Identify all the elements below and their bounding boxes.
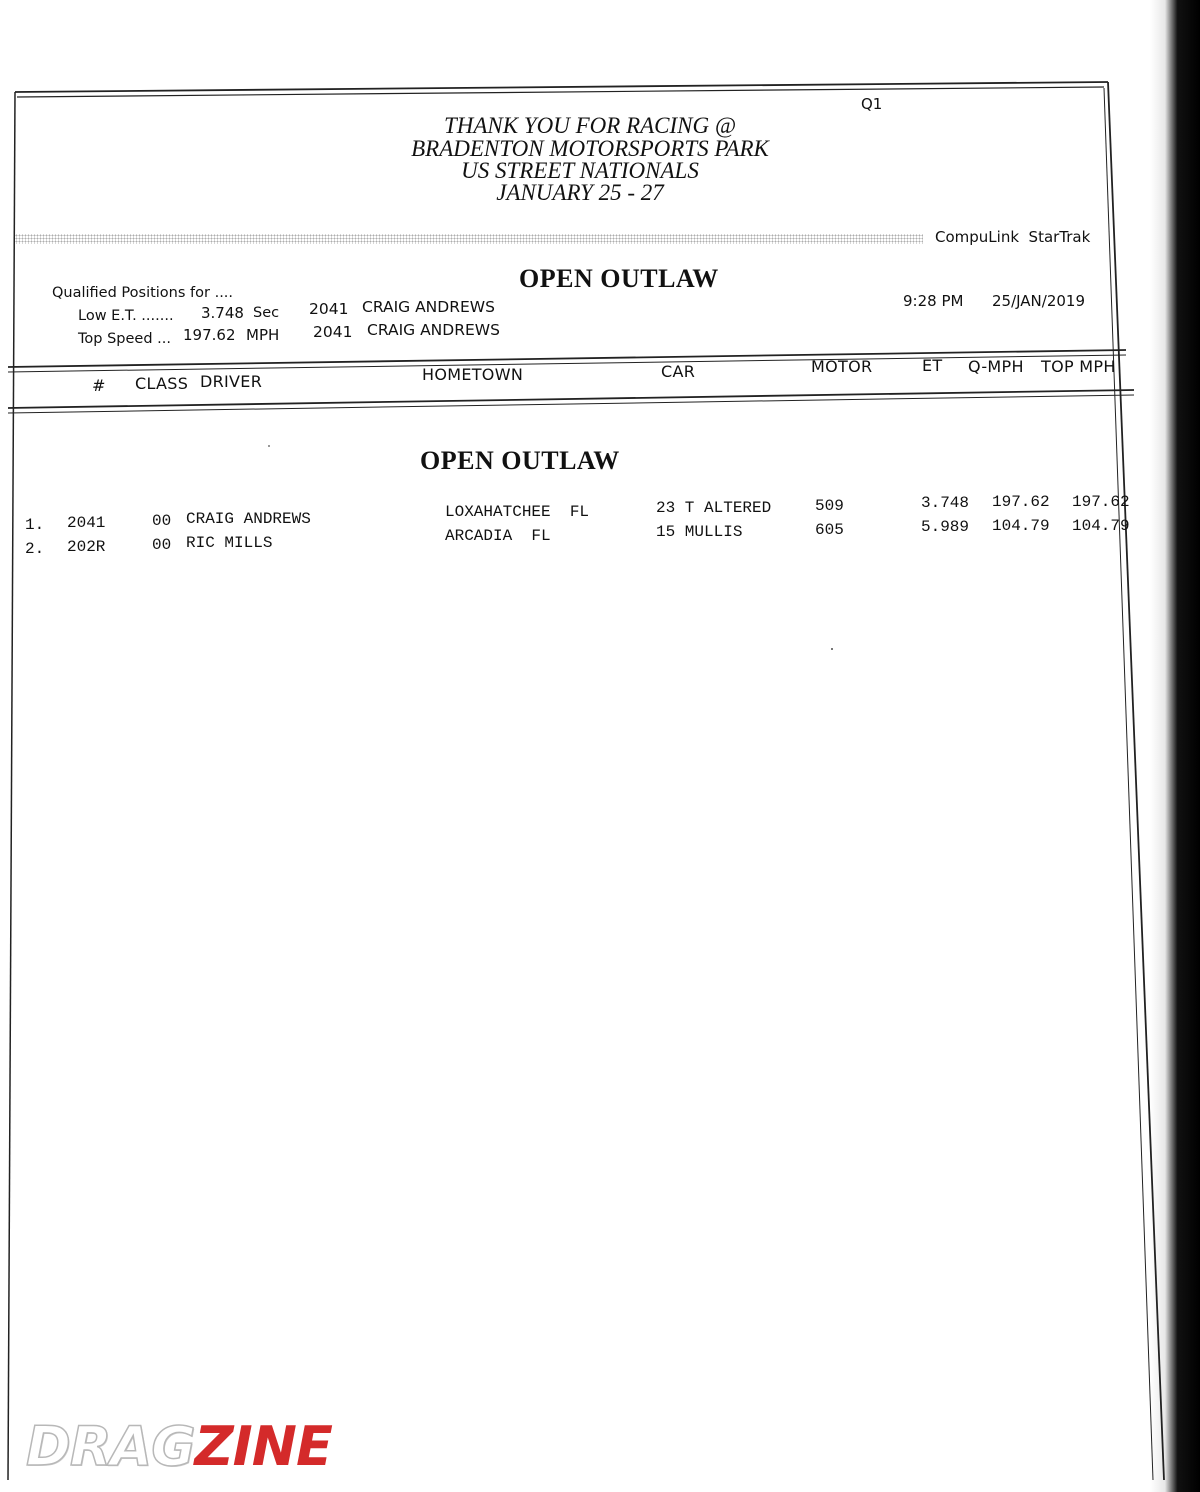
row-position: 1. bbox=[25, 516, 45, 534]
heat-label: Q1 bbox=[861, 95, 883, 113]
low-et-label: Low E.T. ....... bbox=[78, 308, 174, 324]
frame-left-line bbox=[8, 92, 15, 1480]
low-et-unit: Sec bbox=[253, 305, 280, 321]
title-line-1: THANK YOU FOR RACING @ bbox=[443, 113, 737, 138]
dotted-separator bbox=[15, 234, 923, 244]
row-driver: CRAIG ANDREWS bbox=[186, 510, 311, 528]
row-q-mph: 197.62 bbox=[992, 493, 1050, 511]
row-motor: 509 bbox=[815, 497, 844, 515]
low-et-car-number: 2041 bbox=[309, 300, 349, 318]
header-rule-top bbox=[8, 350, 1126, 367]
frame-top-line-outer bbox=[15, 82, 1108, 92]
low-et-value: 3.748 bbox=[201, 304, 244, 322]
top-speed-driver: CRAIG ANDREWS bbox=[367, 321, 500, 339]
scan-speck bbox=[831, 648, 833, 650]
row-class: 00 bbox=[152, 536, 172, 554]
row-car: 15 MULLIS bbox=[656, 523, 743, 541]
row-hometown: LOXAHATCHEE FL bbox=[445, 503, 590, 521]
row-top-mph: 197.62 bbox=[1072, 493, 1130, 511]
frame-right-line-inner bbox=[1104, 88, 1153, 1480]
low-et-driver: CRAIG ANDREWS bbox=[362, 298, 495, 316]
class-title: OPEN OUTLAW bbox=[519, 264, 719, 293]
system-name: CompuLink StarTrak bbox=[935, 228, 1091, 246]
row-et: 5.989 bbox=[921, 518, 970, 536]
logo-part-zine: ZINE bbox=[194, 1415, 332, 1478]
col-et: ET bbox=[922, 356, 943, 375]
logo-part-drag: DRAG bbox=[26, 1415, 195, 1478]
row-et: 3.748 bbox=[921, 494, 970, 512]
frame-top-line-inner bbox=[17, 87, 1104, 97]
title-line-3: US STREET NATIONALS bbox=[461, 158, 699, 183]
header-rule-bottom-inner bbox=[8, 395, 1134, 413]
row-hometown: ARCADIA FL bbox=[445, 527, 551, 545]
frame-right-line-outer bbox=[1108, 82, 1164, 1480]
col-q-mph: Q-MPH bbox=[968, 357, 1024, 376]
title-line-2: BRADENTON MOTORSPORTS PARK bbox=[411, 136, 769, 161]
row-position: 2. bbox=[25, 540, 45, 558]
report-time: 9:28 PM bbox=[903, 292, 964, 310]
row-class: 00 bbox=[152, 512, 172, 530]
row-top-mph: 104.79 bbox=[1072, 517, 1130, 535]
col-car: CAR bbox=[661, 362, 696, 381]
top-speed-car-number: 2041 bbox=[313, 323, 353, 341]
row-motor: 605 bbox=[815, 521, 844, 539]
section-title: OPEN OUTLAW bbox=[420, 446, 620, 475]
row-q-mph: 104.79 bbox=[992, 517, 1050, 535]
dragzine-logo bbox=[26, 1417, 332, 1477]
col-number: # bbox=[92, 376, 106, 395]
col-class: CLASS bbox=[135, 374, 189, 393]
scan-speck bbox=[268, 445, 270, 447]
col-top-mph: TOP MPH bbox=[1041, 357, 1116, 376]
top-speed-unit: MPH bbox=[246, 326, 280, 344]
header-rule-top-inner bbox=[8, 355, 1126, 372]
row-car-number: 202R bbox=[67, 538, 106, 556]
top-speed-value: 197.62 bbox=[183, 326, 236, 344]
title-line-4: JANUARY 25 - 27 bbox=[496, 180, 664, 205]
report-date: 25/JAN/2019 bbox=[992, 292, 1086, 310]
top-speed-label: Top Speed ... bbox=[78, 331, 171, 347]
col-motor: MOTOR bbox=[811, 357, 873, 376]
col-driver: DRIVER bbox=[200, 372, 263, 391]
row-driver: RIC MILLS bbox=[186, 534, 273, 552]
row-car: 23 T ALTERED bbox=[656, 499, 772, 517]
qualified-label: Qualified Positions for .... bbox=[52, 285, 234, 301]
col-hometown: HOMETOWN bbox=[422, 365, 524, 384]
row-car-number: 2041 bbox=[67, 514, 106, 532]
